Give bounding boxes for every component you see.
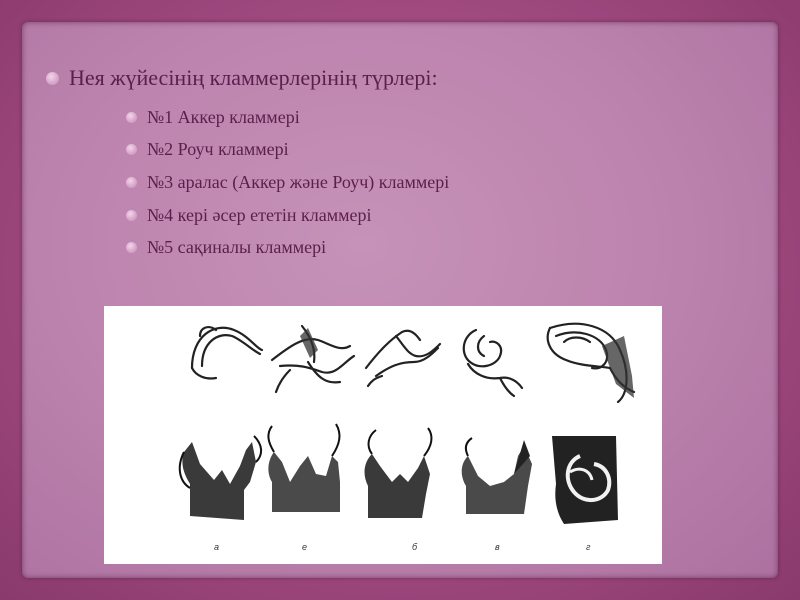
circle-bullet-icon	[126, 177, 137, 188]
tooth-row	[180, 424, 618, 524]
figure-label-g: г	[586, 542, 591, 552]
circle-bullet-icon	[126, 112, 137, 123]
clasp-drawing-4	[464, 330, 522, 396]
clasp-illustration	[104, 306, 662, 564]
tooth-drawing-e	[268, 424, 340, 512]
circle-bullet-icon	[46, 72, 59, 85]
slide-title: Нея жүйесінің кламмерлерінің түрлері:	[69, 65, 438, 90]
tooth-drawing-a	[180, 436, 261, 520]
list-item	[126, 101, 449, 134]
clasp-drawing-1	[192, 327, 262, 378]
list-item	[126, 166, 449, 199]
clasp-drawing-3	[366, 331, 440, 386]
list-item	[126, 231, 449, 264]
list-item-label: №4 кері әсер ететін кламмері	[147, 204, 372, 225]
figure-label-a: а	[214, 542, 220, 552]
clasp-drawing-2	[272, 326, 354, 392]
clasp-drawings	[104, 306, 662, 564]
figure-label-e: е	[302, 542, 308, 552]
list-item-label: №5 сақиналы кламмері	[147, 237, 327, 258]
list-item	[126, 199, 449, 232]
figure-label-b: б	[412, 542, 418, 552]
figure-label-v: в	[495, 542, 500, 552]
circle-bullet-icon	[126, 210, 137, 221]
list-item-label: №2 Роуч кламмері	[147, 139, 289, 160]
circle-bullet-icon	[126, 242, 137, 253]
tooth-drawing-g	[552, 436, 618, 524]
list-item-label: №1 Аккер кламмері	[147, 106, 300, 127]
tooth-drawing-v	[462, 438, 532, 514]
circle-bullet-icon	[126, 144, 137, 155]
list-item-label: №3 аралас (Аккер және Роуч) кламмері	[147, 171, 450, 192]
slide-title-row	[46, 64, 438, 92]
tooth-drawing-b	[365, 428, 432, 518]
clasp-type-list	[126, 101, 449, 264]
list-item	[126, 134, 449, 167]
